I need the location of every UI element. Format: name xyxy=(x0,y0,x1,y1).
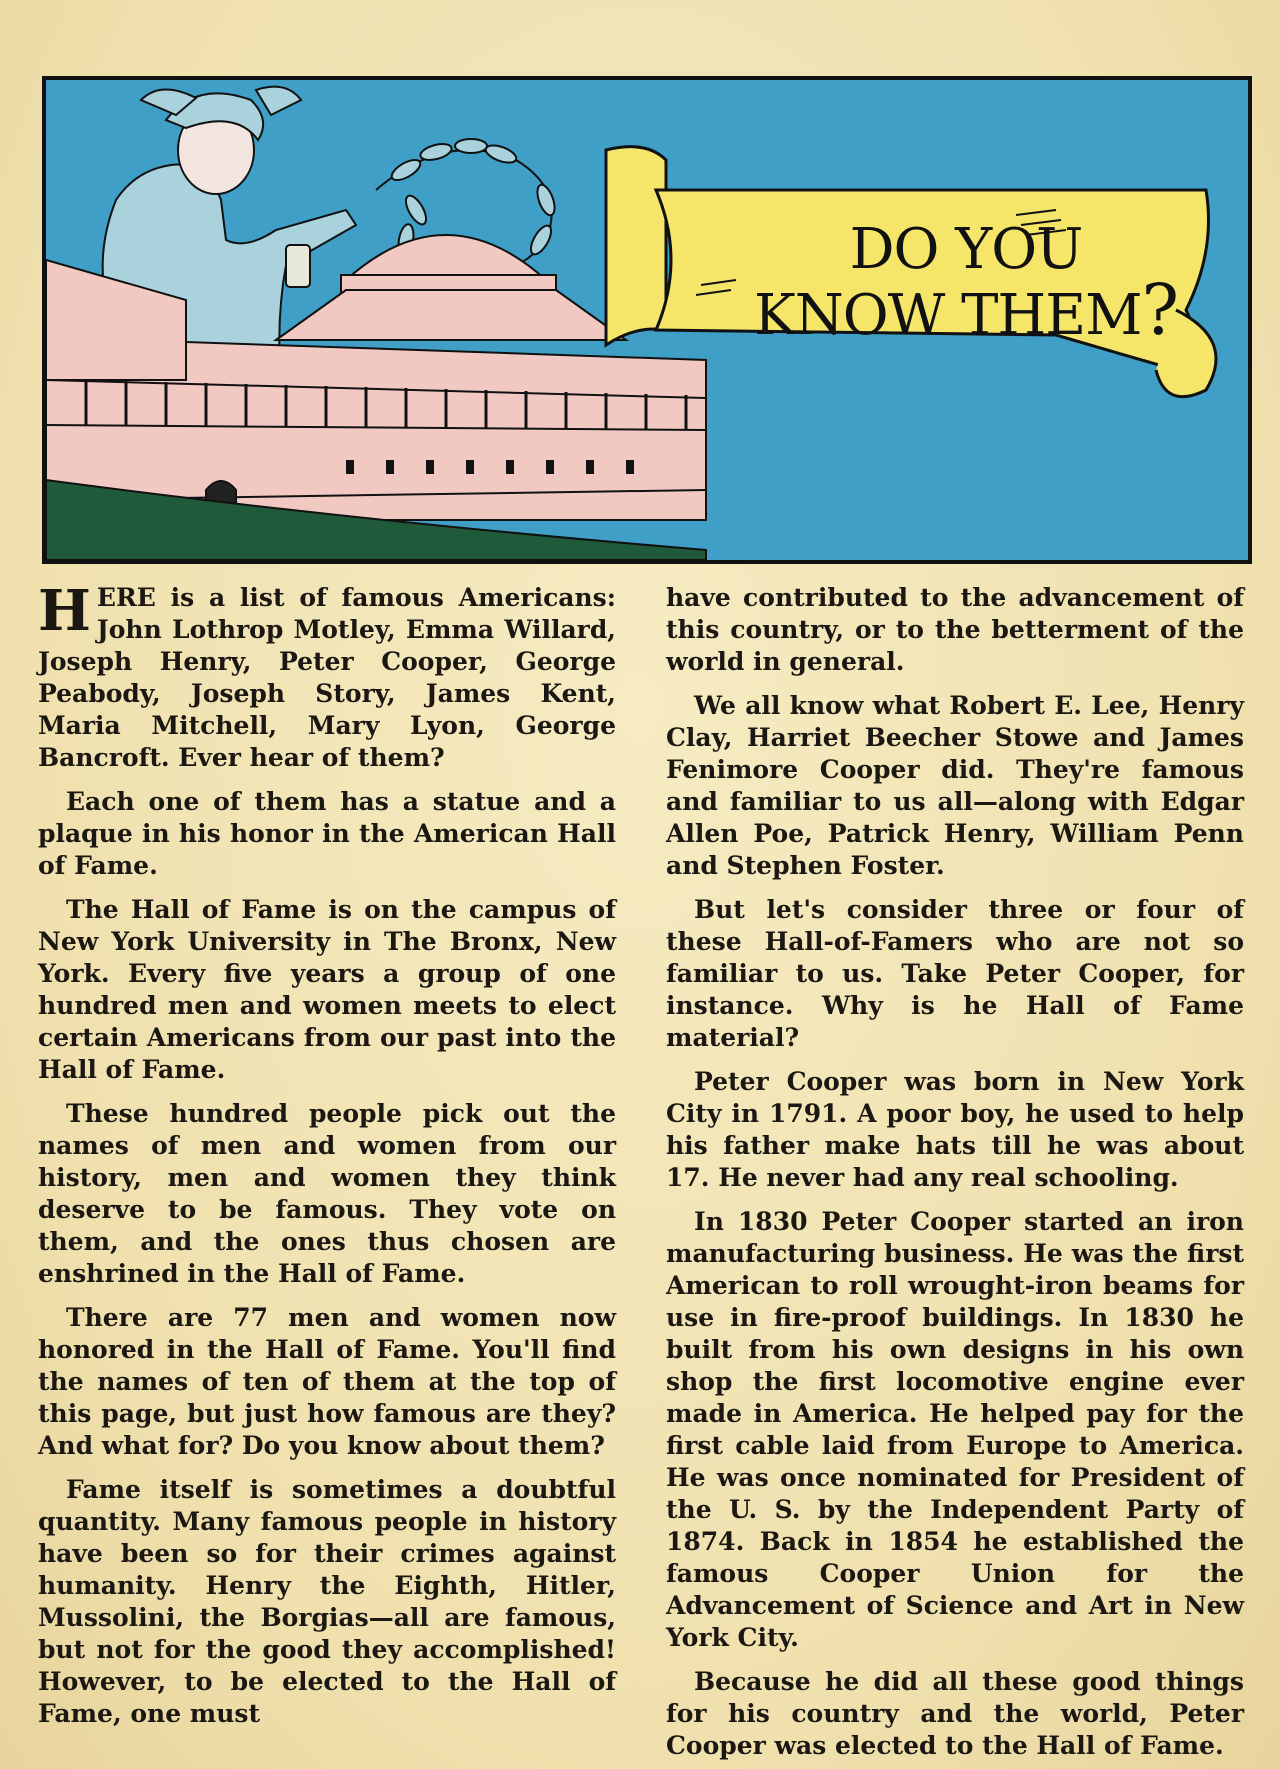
header-illustration xyxy=(42,76,1252,564)
paragraph-3: The Hall of Fame is on the campus of New York University in The Bronx, New York. Every five years a group of one hundred men and women meets to elect certain Americans from our past into the Hall of Fame. xyxy=(38,895,616,1084)
paragraph-4: These hundred people pick out the names of men and women from our history, men and women they think deserve to be famous. They vote on them, and the ones thus chosen are enshrined in the Hall of Fame. xyxy=(38,1099,616,1288)
paragraph-8: But let's consider three or four of these Hall-of-Famers who are not so familiar to us. Take Peter Cooper, for instance. Why is he Hall of Fame material? xyxy=(666,895,1244,1052)
paragraph-2: Each one of them has a statue and a plaque in his honor in the American Hall of Fame. xyxy=(38,787,616,880)
banner-title xyxy=(706,217,1226,351)
paragraph-7: We all know what Robert E. Lee, Henry Clay, Harriet Beecher Stowe and James Fenimore Cooper did. They're famous and familiar to us all—along with Edgar Allen Poe, Patrick Henry, William Penn and Stephen Foster. xyxy=(666,691,1244,880)
paragraph-5: There are 77 men and women now honored in the Hall of Fame. You'll find the names of ten of them at the top of this page, but just how famous are they? And what for? Do you know about them? xyxy=(38,1303,616,1460)
paragraph-1 xyxy=(38,578,616,774)
paragraph-6-continued: have contributed to the advancement of this country, or to the betterment of the world in general. xyxy=(666,583,1244,676)
banner-line-1: DO YOU xyxy=(849,217,1083,282)
right-column xyxy=(666,582,1244,1760)
paragraph-11: Because he did all these good things for his country and the world, Peter Cooper was elected to the Hall of Fame. xyxy=(666,1667,1244,1760)
banner-line-2 xyxy=(706,269,1226,351)
paragraph-10: In 1830 Peter Cooper started an iron manufacturing business. He was the first American to roll wrought-iron beams for use in fire-proof buildings. In 1830 he built from his own designs in his own shop the first locomotive engine ever made in America. He helped pay for the first cable laid from Europe to America. He was once nominated for President of the U. S. by the Independent Party of 1874. Back in 1854 he established the famous Cooper Union for the Advancement of Science and Art in New York City. xyxy=(666,1207,1244,1652)
article-body xyxy=(38,578,1244,1760)
paragraph-6: Fame itself is sometimes a doubtful quantity. Many famous people in history have been so for their crimes against humanity. Henry the Eighth, Hitler, Mussolini, the Borgias—all are famous, but not for the good they accomplished! However, to be elected to the Hall of Fame, one must xyxy=(38,1475,616,1728)
paragraph-1-text: ERE is a list of famous Americans: John Lothrop Motley, Emma Willard, Joseph Henry, Peter Cooper, George Peabody, Joseph Story, James Kent, Maria Mitchell, Mary Lyon, George Bancroft. Ever hear of them? xyxy=(38,583,616,772)
drop-cap: H xyxy=(38,578,91,644)
question-mark: ? xyxy=(1141,269,1179,351)
paragraph-9: Peter Cooper was born in New York City in 1791. A poor boy, he used to help his father make hats till he was about 17. He never had any real schooling. xyxy=(666,1067,1244,1192)
left-column xyxy=(38,578,616,1742)
banner-line-2-text: KNOW THEM xyxy=(753,283,1142,348)
